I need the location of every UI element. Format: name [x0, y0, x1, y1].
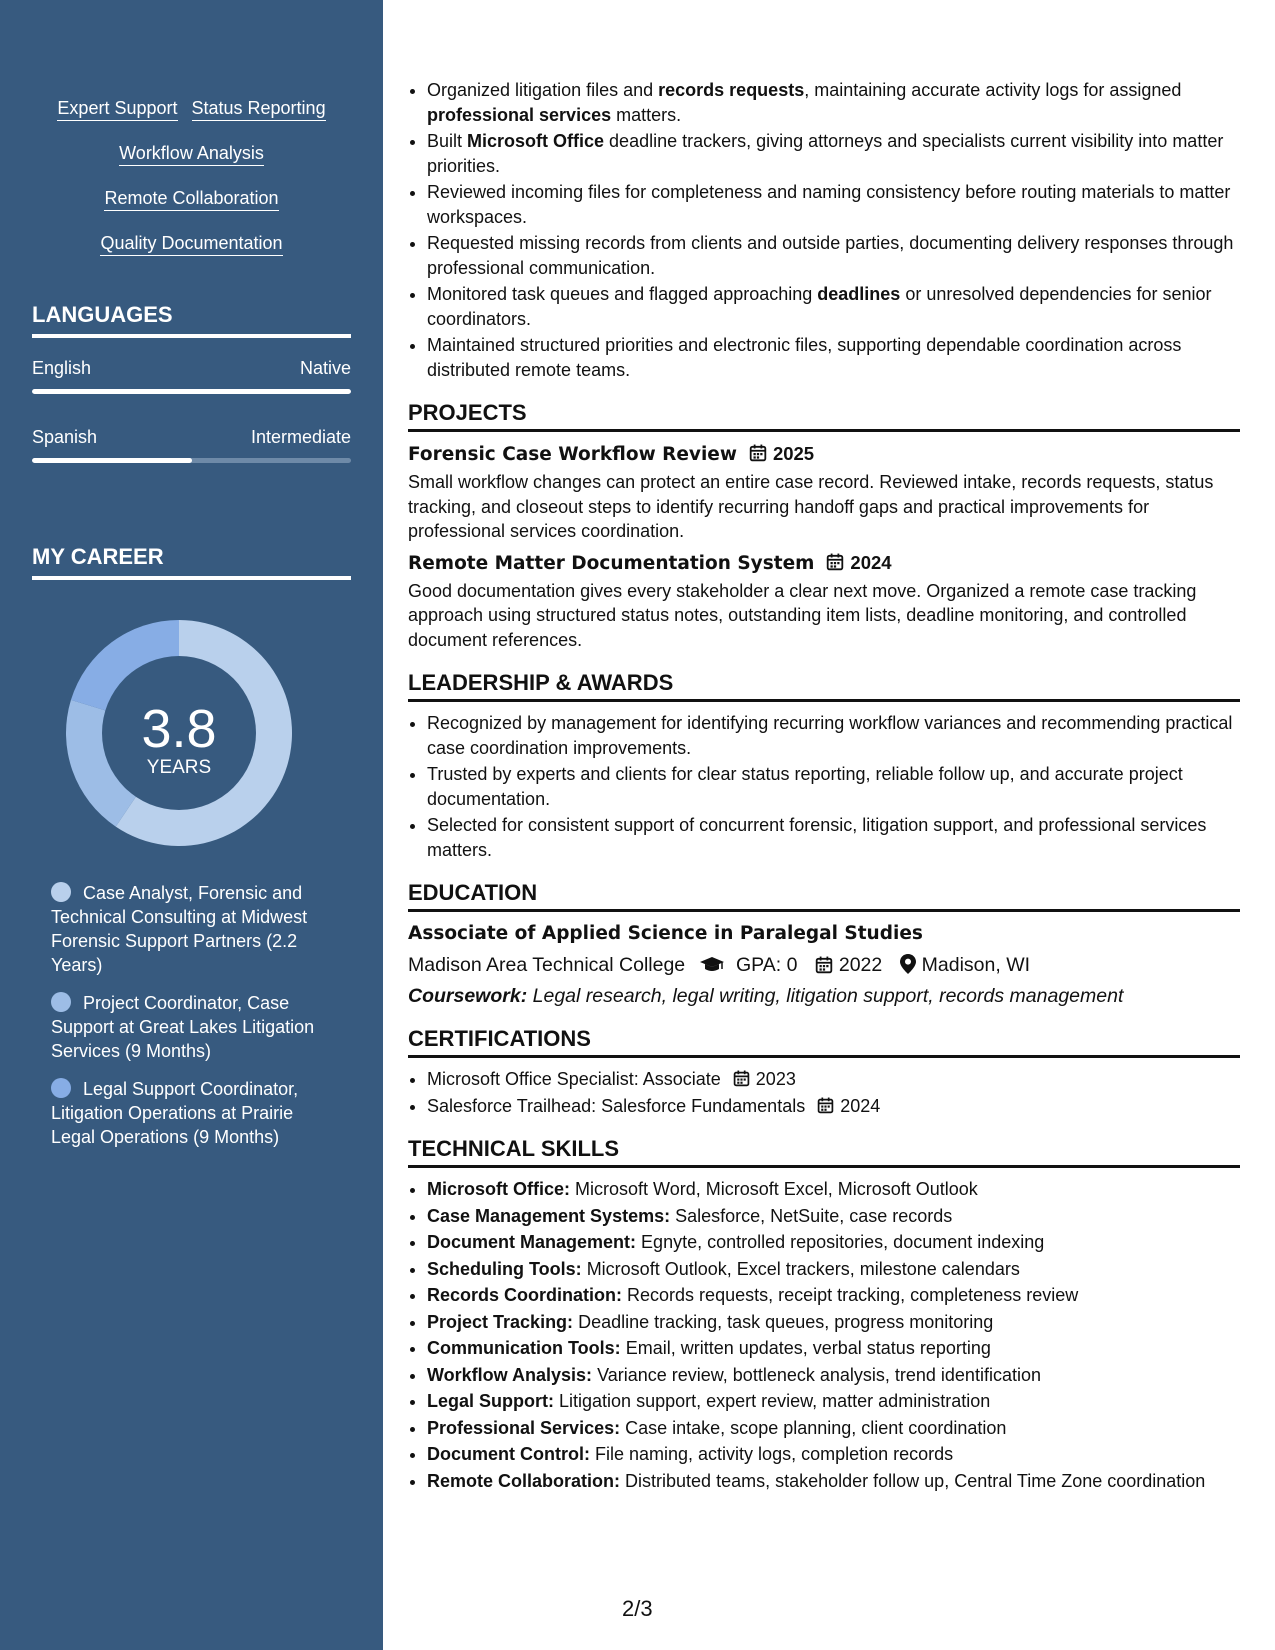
career-item-text: Project Coordinator, Case Support at Great Lakes Litigation Services (9 Months): [51, 993, 315, 1061]
coursework-label: Coursework:: [408, 984, 528, 1007]
skill-label: Scheduling Tools:: [427, 1258, 582, 1279]
skill-value: Distributed teams, stakeholder follow up, Central Time Zone coordination: [625, 1470, 1206, 1491]
career-total: 3.8: [141, 699, 217, 759]
skill-label: Records Coordination:: [427, 1285, 623, 1305]
project-item: [408, 550, 1240, 653]
skill-item: [427, 1416, 1240, 1441]
experience-bullet: [427, 282, 1240, 331]
leadership-list: [408, 711, 1240, 862]
certification-item: [427, 1067, 1240, 1092]
skill-label: Case Management Systems:: [427, 1205, 671, 1226]
calendar-icon: [749, 444, 767, 462]
language-name: English: [32, 358, 92, 378]
calendar-icon: [733, 1070, 750, 1087]
project-year: 2025: [772, 443, 815, 464]
bullet-text: Built: [427, 131, 468, 151]
skill-item: [427, 1363, 1240, 1388]
education-details: [408, 953, 1240, 978]
certification-year: 2023: [755, 1069, 796, 1089]
skill-label: Document Control:: [427, 1444, 590, 1464]
project-title: [408, 550, 1240, 577]
education-heading: EDUCATION: [408, 880, 1240, 912]
skill-value: Litigation support, expert review, matter administration: [559, 1391, 991, 1411]
language-level: Intermediate: [250, 427, 351, 447]
education-degree: Associate of Applied Science in Paralegal Studies: [408, 923, 923, 944]
leadership-item: • Recognized by management for identifying recurring workflow variances and recommending practical case coordination improvements.: [427, 711, 1240, 760]
bullet-text: Organized litigation files and: [427, 80, 659, 100]
certification-name: Microsoft Office Specialist: Associate: [427, 1069, 721, 1089]
career-item: [51, 1077, 341, 1149]
skill-value: Email, written updates, verbal status reporting: [625, 1338, 991, 1358]
skill-item: [427, 1230, 1240, 1255]
leadership-heading: LEADERSHIP & AWARDS: [408, 670, 1240, 702]
sidebar: [0, 0, 383, 1650]
project-name: Remote Matter Documentation System: [408, 552, 815, 574]
experience-bullet: [427, 180, 1240, 229]
calendar-icon: [815, 956, 833, 974]
experience-bullet: [427, 78, 1240, 127]
skill-item: [427, 1204, 1240, 1229]
skill-value: Variance review, bottleneck analysis, trend identification: [597, 1364, 1041, 1385]
technical-skills-heading: TECHNICAL SKILLS: [408, 1136, 1240, 1168]
language-bar-fill: [32, 389, 351, 394]
bullet-keyword: professional services: [427, 104, 612, 125]
leadership-item: • Selected for consistent support of concurrent forensic, litigation support, and professional services matters.: [427, 813, 1240, 862]
language-bar: [32, 458, 351, 463]
tag-remote-collaboration: Remote Collaboration: [104, 187, 278, 211]
bullet-text: Monitored task queues and flagged approaching: [427, 284, 818, 304]
bullet-text: deadline trackers, giving attorneys and specialists current visibility into matter priorities.: [427, 131, 1224, 176]
project-description: Small workflow changes can protect an entire case record. Reviewed intake, records requests, status tracking, and closeout steps to identify recurring handoff gaps and practical improvements for professional services coordination.: [408, 472, 1214, 541]
skill-tags: [0, 86, 383, 266]
career-unit: YEARS: [146, 757, 212, 778]
bullet-text: Maintained structured priorities and electronic files, supporting dependable coordination across distributed remote teams.: [427, 335, 1182, 380]
location-pin-icon: [900, 954, 916, 974]
education-location: Madison, WI: [921, 954, 1031, 976]
skill-value: Deadline tracking, task queues, progress monitoring: [578, 1311, 994, 1332]
skill-item: [427, 1310, 1240, 1335]
leadership-item: • Trusted by experts and clients for clear status reporting, reliable follow up, and accurate project documentation.: [427, 762, 1240, 811]
skill-value: Salesforce, NetSuite, case records: [675, 1205, 953, 1226]
skill-value: Records requests, receipt tracking, completeness review: [627, 1285, 1079, 1305]
skill-label: Workflow Analysis:: [427, 1364, 593, 1385]
career-dot: [51, 882, 71, 902]
certification-name: Salesforce Trailhead: Salesforce Fundamentals: [427, 1095, 806, 1116]
career-list: [51, 881, 341, 1163]
tag-expert-support: Expert Support: [57, 97, 177, 121]
skill-item: [427, 1469, 1240, 1494]
language-bar: [32, 389, 351, 394]
languages-heading: LANGUAGES: [32, 302, 351, 338]
skill-label: Legal Support:: [427, 1391, 554, 1411]
bullet-text: Reviewed incoming files for completeness and naming consistency before routing materials to matter workspaces.: [427, 182, 1231, 227]
skill-value: Microsoft Word, Microsoft Excel, Microsoft Outlook: [575, 1179, 978, 1199]
experience-bullet: [427, 333, 1240, 382]
tag-quality-documentation: Quality Documentation: [100, 232, 282, 256]
language-level: Native: [299, 358, 351, 378]
coursework-value: Legal research, legal writing, litigation support, records management: [532, 984, 1124, 1007]
education-school: Madison Area Technical College: [408, 954, 686, 976]
experience-bullet: [427, 129, 1240, 178]
education-gpa: GPA: 0: [736, 954, 798, 976]
projects-heading: PROJECTS: [408, 400, 1240, 432]
skill-value: Case intake, scope planning, client coordination: [625, 1417, 1007, 1438]
tag-workflow-analysis: Workflow Analysis: [119, 142, 264, 166]
skill-item: [427, 1442, 1240, 1467]
skill-value: Microsoft Outlook, Excel trackers, milestone calendars: [586, 1258, 1020, 1279]
certifications-heading: CERTIFICATIONS: [408, 1026, 1240, 1058]
calendar-icon: [826, 553, 844, 571]
career-heading: MY CAREER: [32, 544, 351, 580]
career-item-text: Case Analyst, Forensic and Technical Consulting at Midwest Forensic Support Partners (2.2 Years): [51, 883, 308, 975]
skill-label: Professional Services:: [427, 1417, 621, 1438]
skill-value: Egnyte, controlled repositories, document indexing: [641, 1232, 1045, 1252]
career-dot: [51, 992, 71, 1012]
tag-status-reporting: Status Reporting: [192, 97, 326, 121]
certifications-list: [408, 1067, 1240, 1118]
skill-label: Communication Tools:: [427, 1338, 621, 1358]
bullet-keyword: records requests: [658, 80, 805, 100]
bullet-keyword: Microsoft Office: [467, 131, 605, 151]
language-name: Spanish: [32, 427, 98, 447]
education-year: 2022: [838, 954, 883, 976]
project-name: Forensic Case Workflow Review: [408, 444, 737, 465]
bullet-text: or unresolved dependencies for senior coordinators.: [427, 284, 1212, 329]
bullet-keyword: deadlines: [817, 284, 901, 304]
page-number: 2/3: [622, 1596, 653, 1621]
skill-item: [427, 1389, 1240, 1414]
education-coursework: [408, 984, 1240, 1009]
skill-label: Document Management:: [427, 1232, 637, 1252]
career-item: [51, 991, 341, 1063]
experience-bullet: [427, 231, 1240, 280]
project-item: [408, 441, 1240, 544]
skill-value: File naming, activity logs, completion records: [595, 1444, 954, 1464]
technical-skills-list: [408, 1177, 1240, 1493]
main-content: [408, 78, 1240, 1495]
career-item: [51, 881, 341, 977]
skill-item: [427, 1283, 1240, 1308]
certification-year: 2024: [840, 1095, 881, 1116]
skill-item: [427, 1177, 1240, 1202]
bullet-text: matters.: [611, 104, 682, 125]
calendar-icon: [817, 1097, 834, 1114]
experience-bullets: [408, 78, 1240, 382]
project-year: 2024: [850, 551, 892, 573]
career-item-text: Legal Support Coordinator, Litigation Operations at Prairie Legal Operations (9 Months): [51, 1079, 299, 1147]
project-title: [408, 441, 1240, 468]
graduation-cap-icon: [699, 956, 725, 974]
career-dot: [51, 1078, 71, 1098]
project-description: Good documentation gives every stakeholder a clear next move. Organized a remote case tracking approach using structured status notes, outstanding item lists, deadline monitoring, and controlled document references.: [408, 580, 1197, 650]
skill-label: Project Tracking:: [427, 1311, 574, 1332]
certification-item: [427, 1094, 1240, 1119]
skill-label: Microsoft Office:: [427, 1179, 571, 1199]
bullet-text: Requested missing records from clients and outside parties, documenting delivery responses through professional communication.: [427, 233, 1234, 278]
language-bar-fill: [32, 458, 192, 463]
bullet-text: , maintaining accurate activity logs for assigned: [804, 80, 1182, 100]
skill-item: [427, 1336, 1240, 1361]
skill-label: Remote Collaboration:: [427, 1470, 621, 1491]
career-donut-chart: [66, 620, 292, 846]
skill-item: [427, 1257, 1240, 1282]
